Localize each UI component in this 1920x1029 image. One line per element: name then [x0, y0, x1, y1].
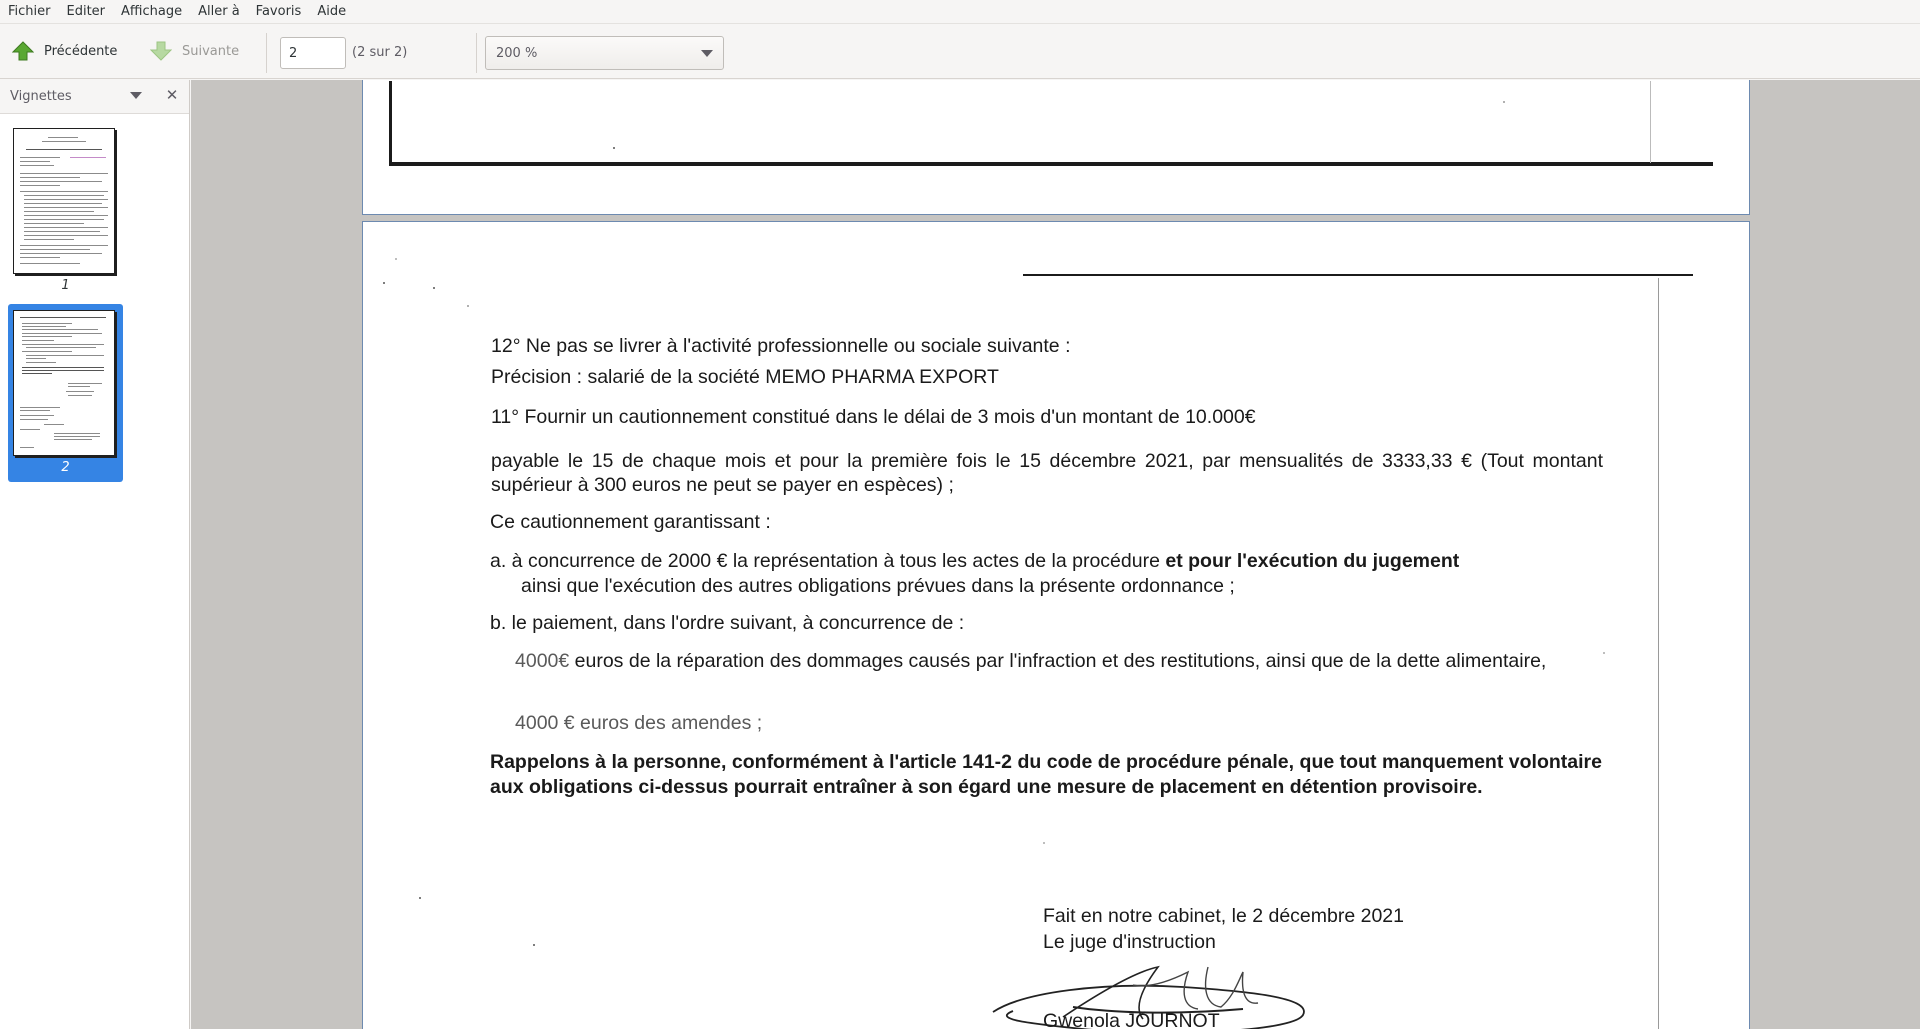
item-a-continuation: ainsi que l'exécution des autres obligations prévues dans la présente ordonnance ; — [521, 575, 1235, 597]
thumbnail-page-2[interactable] — [8, 304, 123, 482]
thumbnail-image — [13, 310, 115, 456]
zoom-value: 200 % — [496, 45, 538, 61]
item-b1 — [515, 649, 1603, 673]
signature-title: Le juge d'instruction — [1043, 931, 1216, 953]
thumbnail-image — [13, 128, 115, 274]
paragraph-11: 11° Fournir un cautionnement constitué dans le délai de 3 mois d'un montant de 10.000€ — [491, 406, 1256, 428]
document-view[interactable] — [191, 80, 1920, 1029]
previous-page-button[interactable] — [12, 37, 117, 65]
item-b: b. le paiement, dans l'ordre suivant, à concurrence de : — [490, 612, 965, 634]
sidebar — [0, 80, 190, 1029]
signature-date: Fait en notre cabinet, le 2 décembre 2021 — [1043, 905, 1404, 927]
page-2 — [362, 221, 1750, 1029]
close-icon[interactable]: ✕ — [165, 86, 179, 104]
menu-favoris[interactable]: Favoris — [255, 3, 302, 19]
arrow-down-icon — [150, 40, 172, 62]
item-b2: 4000 € euros des amendes ; — [515, 712, 763, 734]
next-page-button[interactable] — [150, 37, 239, 65]
page-1 — [362, 80, 1750, 215]
signatory-name: Gwenola JOURNOT — [1043, 1010, 1220, 1029]
sidebar-title: Vignettes — [10, 88, 72, 104]
thumbnail-label: 1 — [61, 278, 70, 293]
toolbar-separator — [476, 33, 477, 73]
menu-affichage[interactable]: Affichage — [121, 3, 183, 19]
toolbar-separator — [266, 33, 267, 73]
precision-line: Précision : salarié de la société MEMO PHARMA EXPORT — [491, 366, 999, 388]
item-a-bold: et pour l'exécution du jugement — [1165, 550, 1460, 572]
thumbnail-page-1[interactable] — [8, 122, 123, 300]
menu-aller-a[interactable]: Aller à — [198, 3, 240, 19]
menu-fichier[interactable]: Fichier — [8, 3, 51, 19]
rappel-paragraph: Rappelons à la personne, conformément à l'article 141-2 du code de procédure pénale, que tout manquement volontaire aux obligations ci-dessus pourrait entraîner à son égard une mesure de placement en détention provisoire. — [490, 751, 1602, 798]
page-count-label: (2 sur 2) — [352, 45, 408, 60]
item-a — [490, 549, 1604, 573]
sidebar-header[interactable] — [0, 80, 189, 112]
previous-page-label: Précédente — [44, 43, 118, 59]
item-b1-amount: 4000€ — [515, 650, 570, 672]
next-page-label: Suivante — [182, 43, 240, 59]
thumbnail-label: 2 — [61, 460, 70, 475]
cautionnement-line: Ce cautionnement garantissant : — [490, 511, 771, 533]
page-number-input[interactable] — [280, 37, 346, 69]
chevron-down-icon — [701, 50, 713, 57]
arrow-up-icon — [12, 40, 34, 62]
toolbar — [0, 25, 1920, 79]
chevron-down-icon[interactable] — [130, 92, 142, 99]
menu-aide[interactable]: Aide — [317, 3, 347, 19]
item-a-start: a. à concurrence de 2000 € la représentation à tous les actes de la procédure — [490, 550, 1166, 572]
item-b1-text: euros de la réparation des dommages causés par l'infraction et des restitutions, ainsi que de la dette alimentaire, — [569, 650, 1547, 672]
menu-editer[interactable]: Editer — [66, 3, 106, 19]
payable-paragraph: payable le 15 de chaque mois et pour la première fois le 15 décembre 2021, par mensualités de 3333,33 € (Tout montant supérieur à 300 euros ne peut se payer en espèces) ; — [491, 450, 1603, 496]
zoom-select[interactable] — [485, 36, 724, 70]
thumbnail-list[interactable] — [0, 113, 189, 1029]
paragraph-12: 12° Ne pas se livrer à l'activité professionnelle ou sociale suivante : — [491, 335, 1071, 357]
menu-bar — [0, 0, 1920, 24]
